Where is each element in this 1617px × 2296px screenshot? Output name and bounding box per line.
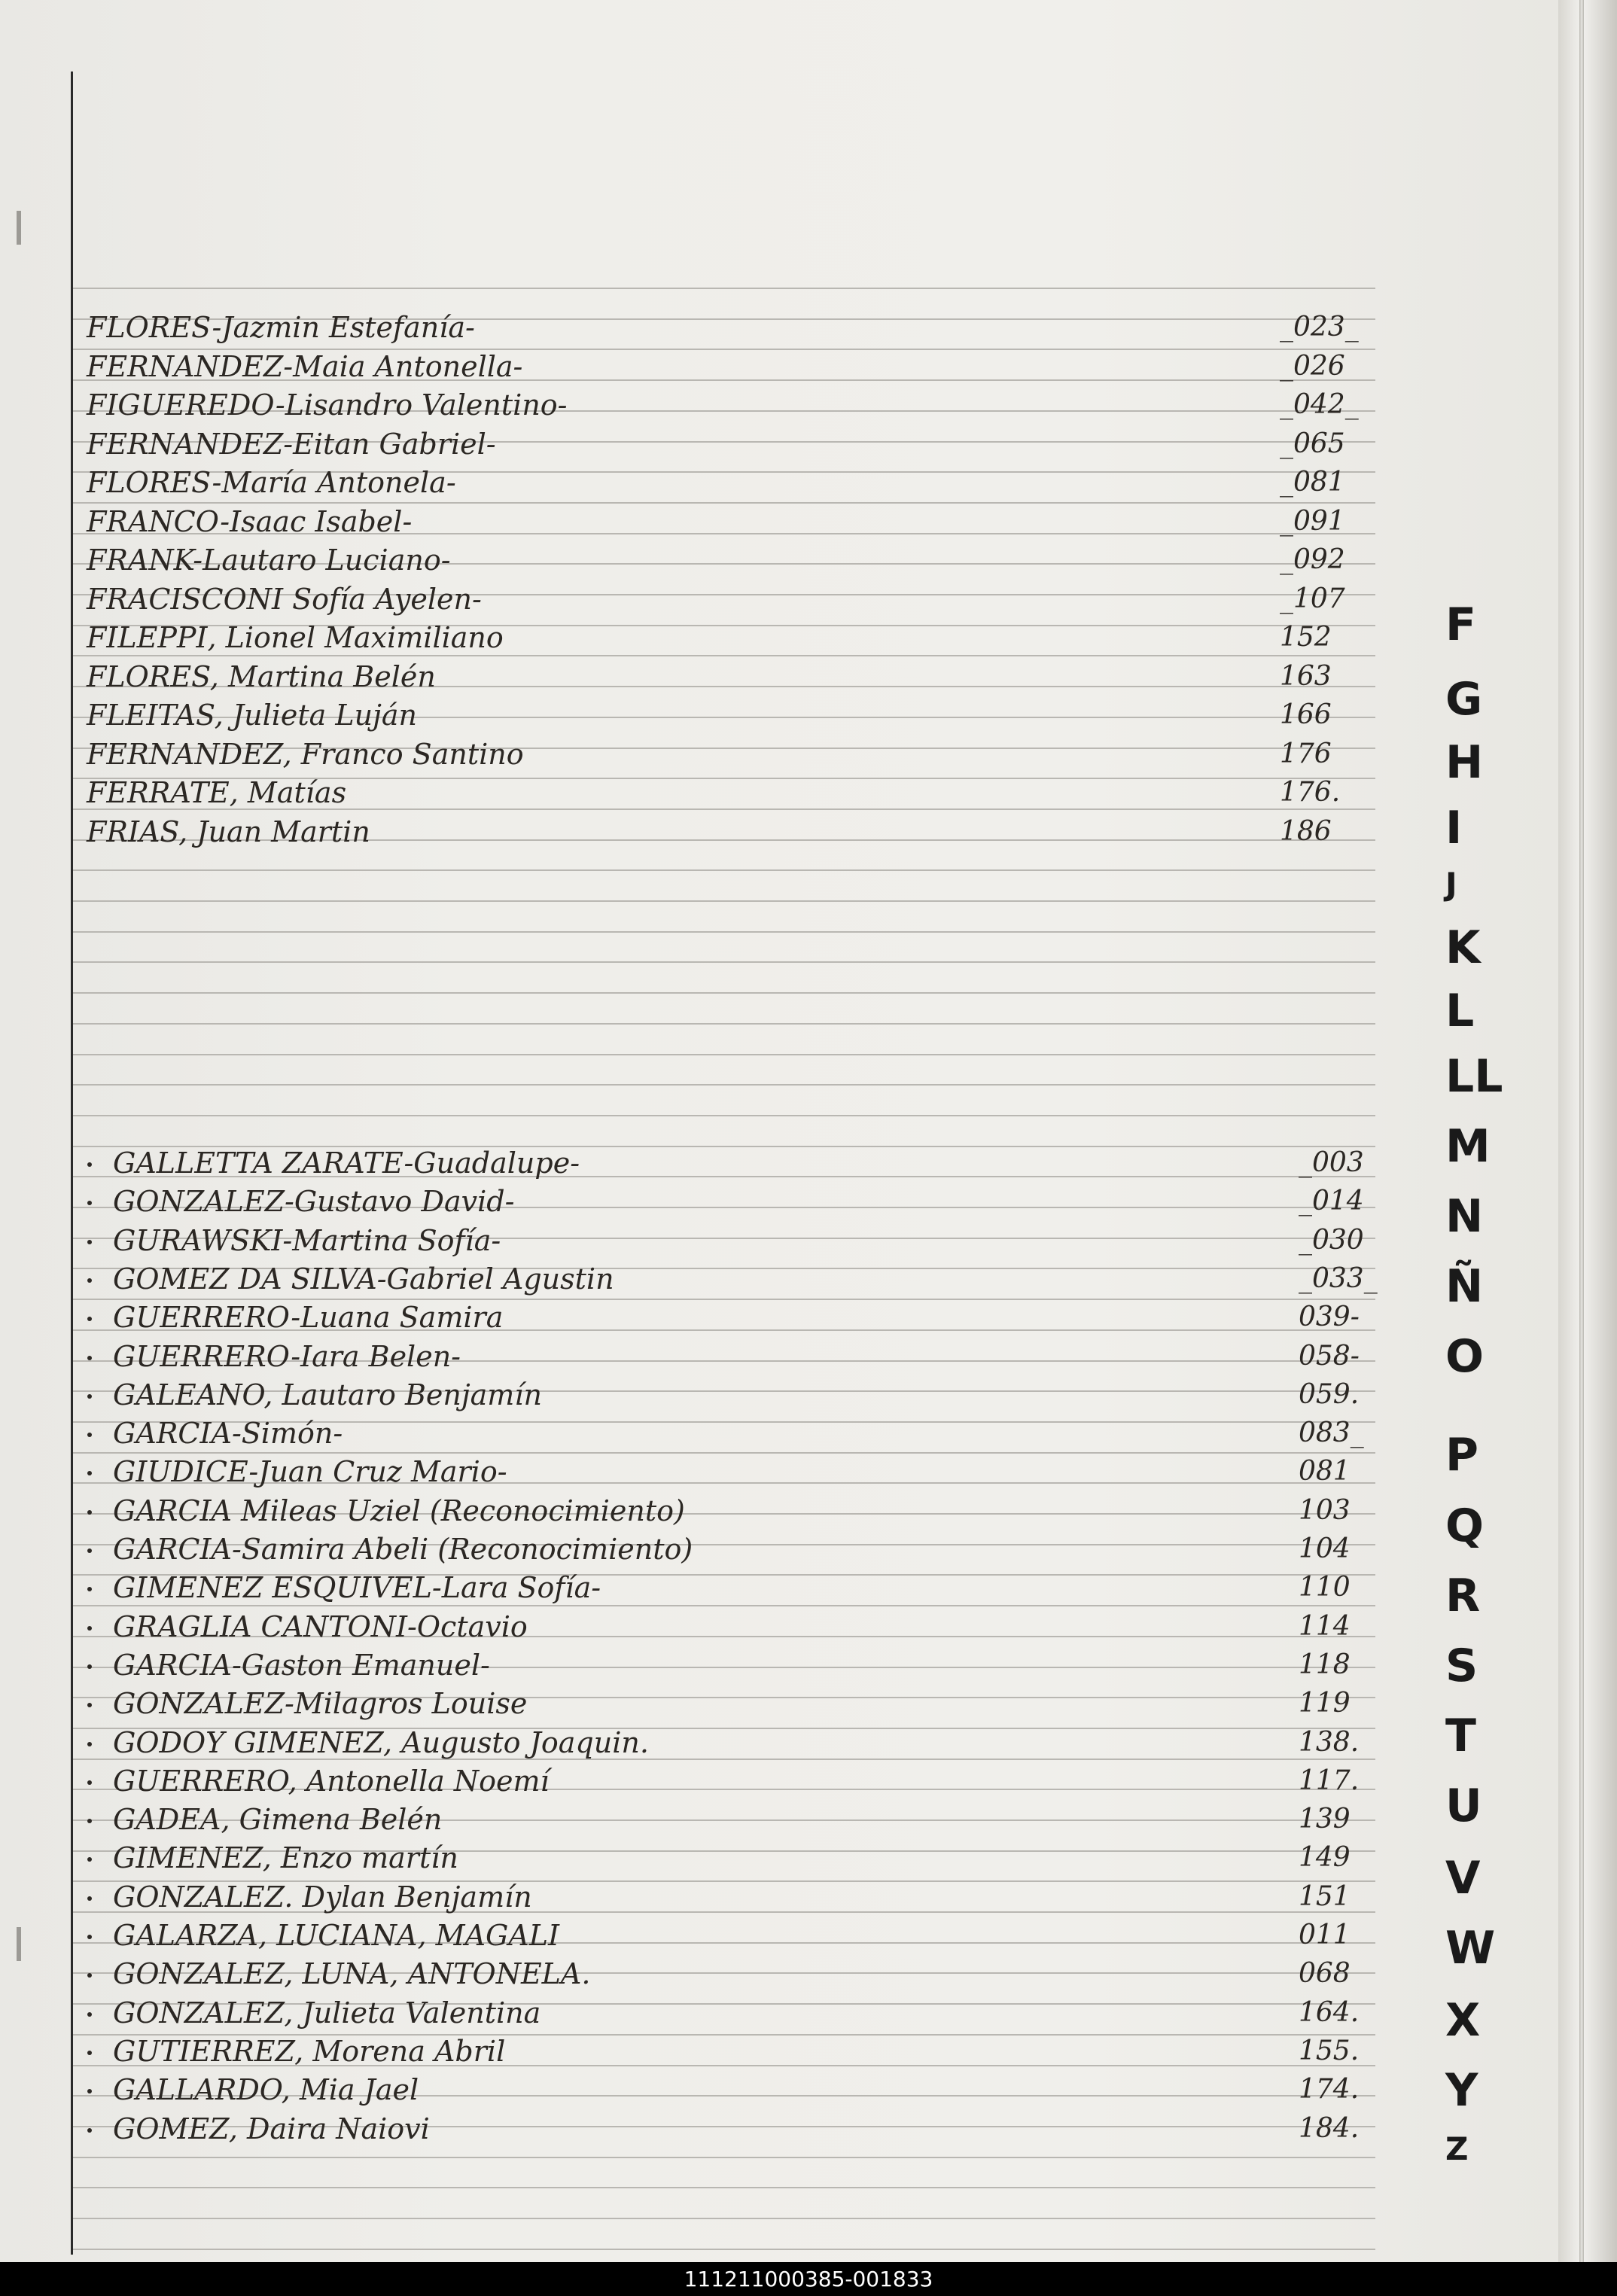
student-number: _026 bbox=[1280, 350, 1345, 382]
ruled-line bbox=[73, 1054, 1375, 1055]
student-entry bbox=[113, 1492, 685, 1530]
entry-bullet bbox=[87, 1548, 92, 1553]
student-name: FERRATE, Matías bbox=[87, 776, 347, 809]
student-entry bbox=[113, 1839, 458, 1877]
ruled-line bbox=[73, 2187, 1375, 2188]
ruled-line bbox=[73, 931, 1375, 933]
student-number: _014 bbox=[1299, 1186, 1364, 1217]
student-number: 163 bbox=[1280, 660, 1332, 692]
student-name: GOMEZ DA SILVA-Gabriel Agustin bbox=[113, 1262, 614, 1296]
student-number: 114 bbox=[1299, 1610, 1351, 1642]
student-name: GALLETTA ZARATE-Guadalupe- bbox=[113, 1146, 580, 1180]
entry-bullet bbox=[87, 1664, 92, 1669]
student-name: GUERRERO, Antonella Noemí bbox=[113, 1764, 550, 1798]
student-entry bbox=[87, 309, 475, 346]
student-name: FERNANDEZ-Maia Antonella- bbox=[87, 349, 523, 383]
index-tab-letter: Z bbox=[1445, 2130, 1469, 2167]
ruled-line bbox=[73, 1084, 1375, 1086]
entry-bullet bbox=[87, 1935, 92, 1939]
student-name: GIMENEZ ESQUIVEL-Lara Sofía- bbox=[113, 1571, 601, 1605]
student-name: FLORES-María Antonela- bbox=[87, 466, 456, 499]
ruled-line bbox=[73, 900, 1375, 902]
punch-mark bbox=[17, 1927, 21, 1961]
student-number: 139 bbox=[1299, 1804, 1351, 1835]
student-number: 152 bbox=[1280, 622, 1332, 653]
student-entry bbox=[113, 1144, 580, 1182]
student-name: GONZALEZ-Milagros Louise bbox=[113, 1687, 528, 1721]
index-tab-edge bbox=[1558, 0, 1617, 2262]
index-tab-letter: Y bbox=[1445, 2064, 1478, 2117]
student-entry bbox=[87, 696, 417, 734]
margin-line bbox=[71, 72, 73, 2255]
student-entry bbox=[113, 1376, 542, 1414]
student-name: GONZALEZ. Dylan Benjamín bbox=[113, 1880, 532, 1914]
student-entry bbox=[87, 658, 436, 696]
student-entry bbox=[113, 1994, 541, 2032]
student-name: GONZALEZ, LUNA, ANTONELA. bbox=[113, 1957, 591, 1991]
student-number: 176 bbox=[1280, 738, 1332, 769]
student-entry bbox=[87, 386, 568, 424]
student-name: GUTIERREZ, Morena Abril bbox=[113, 2034, 506, 2068]
index-tab-letter: K bbox=[1445, 921, 1481, 974]
student-entry bbox=[87, 425, 496, 463]
student-number: 118 bbox=[1299, 1649, 1351, 1680]
student-number: 117. bbox=[1299, 1765, 1360, 1796]
entry-bullet bbox=[87, 1510, 92, 1515]
student-number: 110 bbox=[1299, 1572, 1351, 1603]
student-number: 039- bbox=[1299, 1302, 1360, 1333]
student-entry bbox=[113, 1878, 532, 1916]
index-tab-letter: H bbox=[1445, 736, 1484, 789]
entry-bullet bbox=[87, 1742, 92, 1746]
index-tab-letter: W bbox=[1445, 1922, 1496, 1975]
student-name: FILEPPI, Lionel Maximiliano bbox=[87, 621, 504, 654]
student-entry bbox=[113, 1762, 550, 1800]
student-entry bbox=[113, 2110, 430, 2148]
ruled-line bbox=[73, 1023, 1375, 1025]
entry-bullet bbox=[87, 1278, 92, 1283]
entry-bullet bbox=[87, 2051, 92, 2055]
student-number: 059. bbox=[1299, 1378, 1360, 1410]
student-entry bbox=[87, 813, 370, 851]
student-name: GIUDICE-Juan Cruz Mario- bbox=[113, 1455, 507, 1489]
student-entry bbox=[87, 541, 451, 579]
index-tab-letter: P bbox=[1445, 1428, 1478, 1481]
student-name: GRAGLIA CANTONI-Octavio bbox=[113, 1609, 528, 1643]
student-number: 155. bbox=[1299, 2035, 1360, 2066]
student-name: FLORES-Jazmin Estefanía- bbox=[87, 311, 475, 344]
student-name: GURAWSKI-Martina Sofía- bbox=[113, 1223, 501, 1257]
student-entry bbox=[113, 1569, 601, 1606]
student-entry bbox=[87, 348, 522, 385]
student-number: _003 bbox=[1299, 1147, 1364, 1178]
ruled-line bbox=[73, 1115, 1375, 1116]
index-tab-letter: X bbox=[1445, 1994, 1481, 2047]
ruled-line bbox=[73, 869, 1375, 871]
student-number: _065 bbox=[1280, 428, 1345, 459]
student-entry bbox=[87, 464, 456, 501]
student-entry bbox=[113, 1299, 503, 1336]
student-name: FERNANDEZ, Franco Santino bbox=[87, 737, 524, 771]
student-number: 166 bbox=[1280, 699, 1332, 730]
student-name: FRANK-Lautaro Luciano- bbox=[87, 544, 451, 577]
footer-code: 111211000385-001833 bbox=[684, 2267, 933, 2291]
student-name: GARCIA-Gaston Emanuel- bbox=[113, 1648, 490, 1682]
index-tab-letter: Q bbox=[1445, 1500, 1485, 1552]
index-tab-letter: I bbox=[1445, 802, 1463, 854]
punch-mark bbox=[17, 211, 21, 245]
entry-bullet bbox=[87, 1896, 92, 1901]
student-number: _033_ bbox=[1299, 1262, 1378, 1294]
student-number: _081 bbox=[1280, 467, 1345, 498]
student-entry bbox=[113, 1955, 590, 1993]
student-entry bbox=[113, 1724, 649, 1762]
index-tab-letter: S bbox=[1445, 1640, 1478, 1692]
student-number: 119 bbox=[1299, 1688, 1351, 1719]
ruled-line bbox=[73, 992, 1375, 994]
student-name: GARCIA Mileas Uziel (Reconocimiento) bbox=[113, 1494, 685, 1527]
entry-bullet bbox=[87, 1356, 92, 1360]
student-entry bbox=[87, 774, 346, 812]
student-entry bbox=[87, 503, 412, 541]
index-tab-letter: T bbox=[1445, 1710, 1476, 1762]
student-entry bbox=[87, 619, 504, 656]
student-number: 138. bbox=[1299, 1726, 1360, 1758]
student-number: 176. bbox=[1280, 777, 1341, 808]
index-tab-letter: F bbox=[1445, 598, 1476, 651]
student-number: _107 bbox=[1280, 583, 1345, 614]
student-entry bbox=[113, 1414, 343, 1452]
index-tab-letter: L bbox=[1445, 985, 1475, 1037]
student-number: 081 bbox=[1299, 1456, 1351, 1488]
student-entry bbox=[113, 2071, 419, 2109]
entry-bullet bbox=[87, 1240, 92, 1244]
student-entry bbox=[113, 1260, 614, 1298]
student-entry bbox=[113, 1917, 559, 1954]
student-number: 151 bbox=[1299, 1880, 1351, 1912]
student-name: FRIAS, Juan Martin bbox=[87, 815, 370, 848]
index-tab-letter: LL bbox=[1445, 1050, 1503, 1103]
ruled-line bbox=[73, 288, 1375, 289]
student-name: GALEANO, Lautaro Benjamín bbox=[113, 1378, 542, 1411]
student-name: GODOY GIMENEZ, Augusto Joaquin. bbox=[113, 1725, 649, 1759]
student-name: GONZALEZ, Julieta Valentina bbox=[113, 1996, 541, 2030]
student-name: GADEA, Gimena Belén bbox=[113, 1803, 443, 1837]
page-fold bbox=[1579, 0, 1584, 2262]
student-name: FLORES, Martina Belén bbox=[87, 659, 436, 693]
student-name: FIGUEREDO-Lisandro Valentino- bbox=[87, 388, 568, 422]
student-entry bbox=[113, 1453, 507, 1491]
student-number: _042_ bbox=[1280, 389, 1359, 420]
student-name: GIMENEZ, Enzo martín bbox=[113, 1841, 458, 1875]
student-number: 083_ bbox=[1299, 1417, 1364, 1449]
ruled-line bbox=[73, 961, 1375, 963]
student-name: GUERRERO-Iara Belen- bbox=[113, 1339, 461, 1373]
entry-bullet bbox=[87, 1162, 92, 1167]
student-number: 011 bbox=[1299, 1920, 1351, 1950]
index-tab-letter: R bbox=[1445, 1570, 1481, 1622]
student-name: FERNANDEZ-Eitan Gabriel- bbox=[87, 427, 496, 461]
student-number: 104 bbox=[1299, 1533, 1351, 1564]
alphabet-index-tabs bbox=[1415, 598, 1558, 2183]
student-number: 184. bbox=[1299, 2112, 1360, 2144]
student-name: GOMEZ, Daira Naiovi bbox=[113, 2112, 430, 2145]
student-entry bbox=[87, 735, 524, 773]
index-tab-letter: J bbox=[1445, 866, 1457, 903]
student-name: GALLARDO, Mia Jael bbox=[113, 2073, 419, 2107]
student-name: FRANCO-Isaac Isabel- bbox=[87, 504, 413, 538]
student-name: FRACISCONI Sofía Ayelen- bbox=[87, 582, 482, 616]
ruled-line bbox=[73, 2249, 1375, 2250]
entry-bullet bbox=[87, 2012, 92, 2017]
student-name: GALARZA, LUCIANA, MAGALI bbox=[113, 1919, 560, 1952]
student-number: 149 bbox=[1299, 1842, 1351, 1874]
student-number: _023_ bbox=[1280, 312, 1359, 343]
student-entry bbox=[87, 580, 482, 618]
student-name: GARCIA-Samira Abeli (Reconocimiento) bbox=[113, 1533, 693, 1566]
student-number: _030 bbox=[1299, 1224, 1364, 1256]
student-number: 068 bbox=[1299, 1958, 1351, 1990]
student-number: _092 bbox=[1280, 544, 1345, 575]
student-number: 103 bbox=[1299, 1494, 1351, 1526]
ruled-line bbox=[73, 2218, 1375, 2219]
entry-bullet bbox=[87, 1394, 92, 1399]
student-entry bbox=[113, 1608, 528, 1646]
student-name: FLEITAS, Julieta Luján bbox=[87, 699, 418, 732]
entry-bullet bbox=[87, 1780, 92, 1785]
student-number: 186 bbox=[1280, 815, 1332, 847]
student-number: 164. bbox=[1299, 1996, 1360, 2028]
student-name: GONZALEZ-Gustavo David- bbox=[113, 1185, 515, 1219]
index-tab-letter: M bbox=[1445, 1120, 1491, 1173]
index-tab-letter: G bbox=[1445, 673, 1483, 726]
student-number: 174. bbox=[1299, 2074, 1360, 2106]
ruled-line bbox=[73, 2157, 1375, 2158]
entry-bullet bbox=[87, 2128, 92, 2133]
index-tab-letter: U bbox=[1445, 1780, 1482, 1832]
student-number: _091 bbox=[1280, 505, 1345, 537]
student-name: GUERRERO-Luana Samira bbox=[113, 1301, 504, 1335]
student-entry bbox=[113, 1222, 501, 1259]
index-tab-letter: Ñ bbox=[1445, 1260, 1484, 1313]
student-name: GARCIA-Simón- bbox=[113, 1417, 343, 1451]
student-entry bbox=[113, 1338, 461, 1375]
student-entry bbox=[113, 1530, 693, 1568]
student-entry bbox=[113, 1801, 442, 1838]
student-entry bbox=[113, 1646, 490, 1684]
student-entry bbox=[113, 2033, 505, 2070]
student-entry bbox=[113, 1685, 527, 1722]
index-tab-letter: O bbox=[1445, 1330, 1485, 1383]
student-number: 058- bbox=[1299, 1340, 1360, 1372]
index-tab-letter: N bbox=[1445, 1190, 1484, 1243]
student-entry bbox=[113, 1183, 514, 1220]
index-tab-letter: V bbox=[1445, 1852, 1481, 1905]
entry-bullet bbox=[87, 1626, 92, 1631]
